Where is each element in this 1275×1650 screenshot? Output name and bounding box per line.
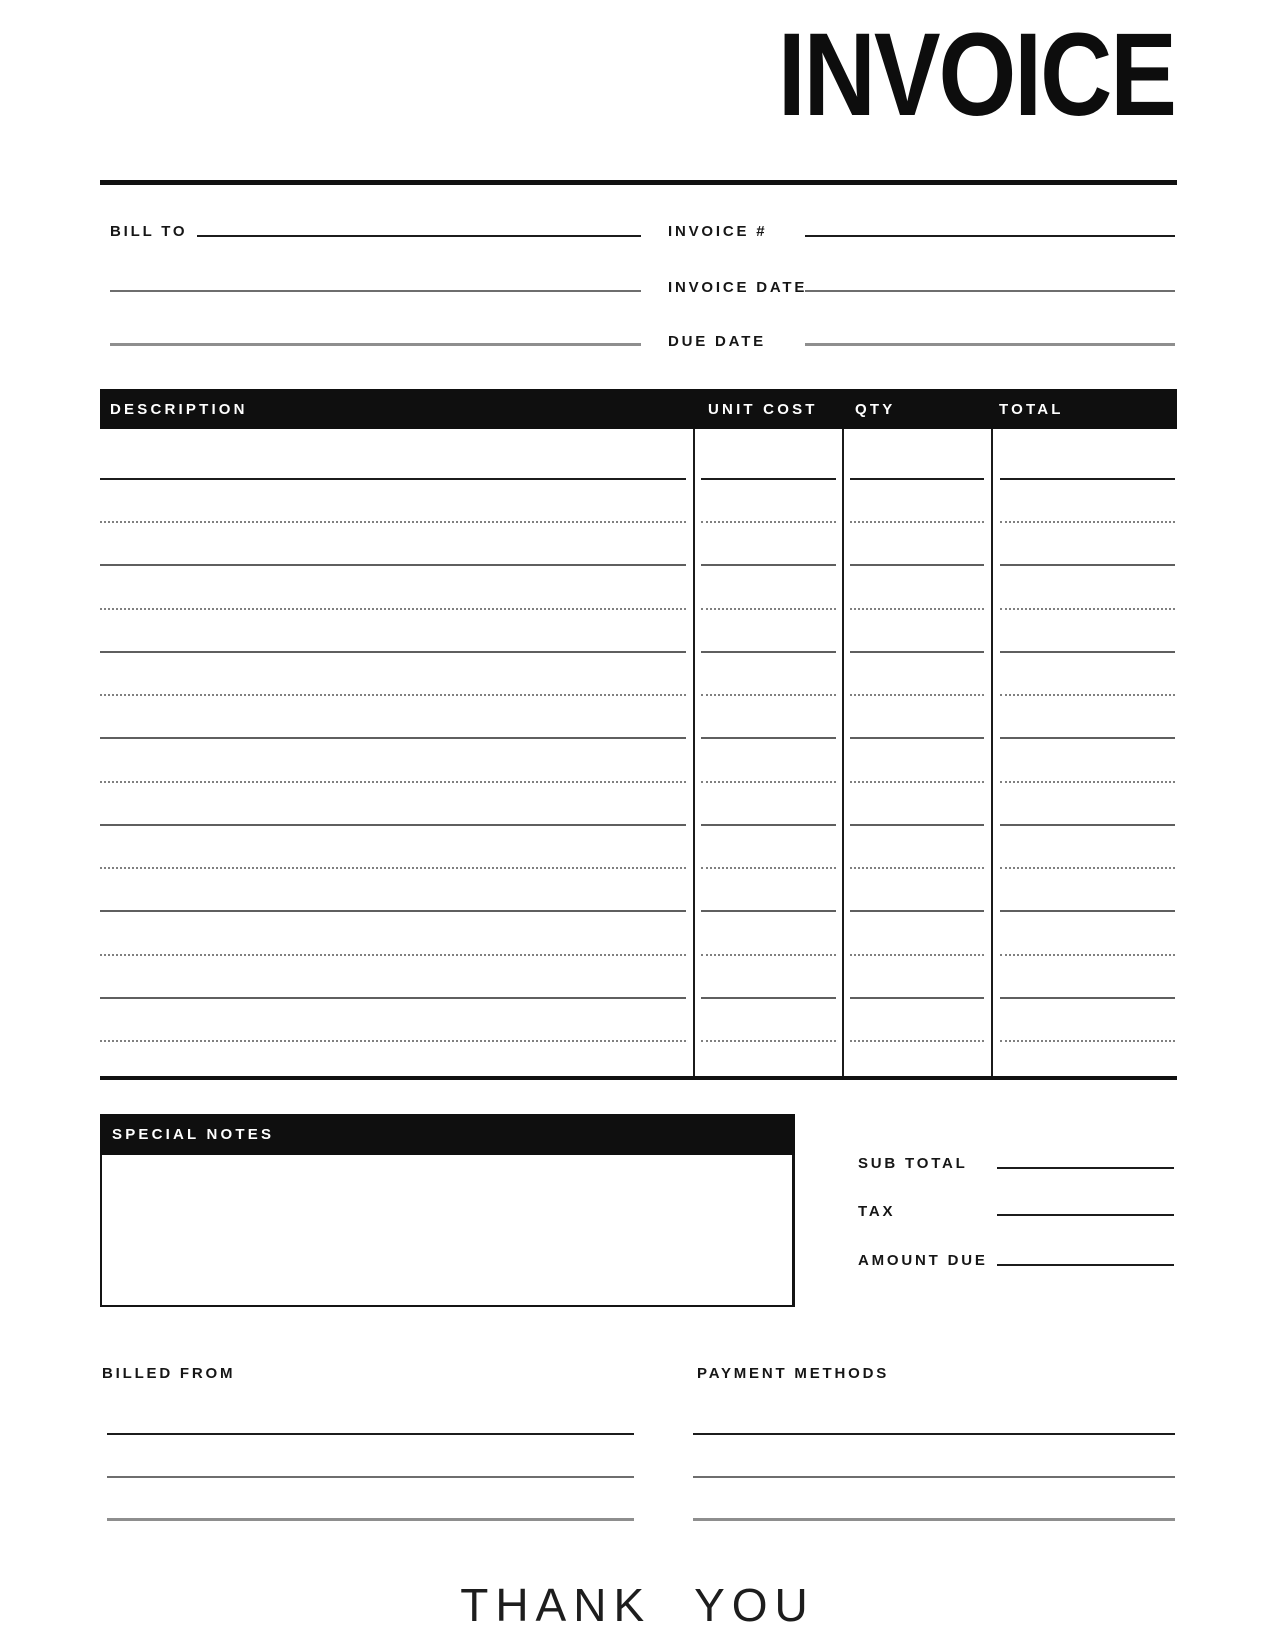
item-row-line-unit-cost[interactable] [701,478,836,480]
bill-to-field-line-2[interactable] [110,290,641,292]
amount-due-field[interactable] [997,1264,1174,1266]
billed-from-field-line-3[interactable] [107,1518,634,1521]
item-row-line-description[interactable] [100,954,686,956]
item-row-line-qty[interactable] [850,608,984,610]
column-header-total: TOTAL [999,400,1064,418]
item-row-line-unit-cost[interactable] [701,824,836,826]
item-row-line-total[interactable] [1000,781,1175,783]
item-row-line-unit-cost[interactable] [701,608,836,610]
item-row-line-description[interactable] [100,910,686,912]
invoice-number-label: INVOICE # [668,223,768,240]
item-row-line-qty[interactable] [850,737,984,739]
item-row-line-description[interactable] [100,478,686,480]
item-row-line-description[interactable] [100,867,686,869]
bill-to-field-line-1[interactable] [197,235,641,237]
item-row-line-description[interactable] [100,694,686,696]
item-row-line-description[interactable] [100,608,686,610]
table-divider-unitcost-qty [842,429,844,1076]
item-row-line-unit-cost[interactable] [701,651,836,653]
item-row-line-total[interactable] [1000,910,1175,912]
item-row-line-total[interactable] [1000,997,1175,999]
invoice-date-field[interactable] [805,290,1175,292]
item-row-line-description[interactable] [100,781,686,783]
payment-methods-field-line-3[interactable] [693,1518,1175,1521]
item-row-line-description[interactable] [100,737,686,739]
item-row-line-qty[interactable] [850,1040,984,1042]
item-row-line-total[interactable] [1000,564,1175,566]
item-row-line-qty[interactable] [850,954,984,956]
item-row-line-total[interactable] [1000,694,1175,696]
header-divider-rule [100,180,1177,185]
billed-from-field-line-2[interactable] [107,1476,634,1478]
item-row-line-unit-cost[interactable] [701,521,836,523]
item-row-line-total[interactable] [1000,651,1175,653]
item-row-line-qty[interactable] [850,997,984,999]
item-row-line-qty[interactable] [850,867,984,869]
item-row-line-qty[interactable] [850,651,984,653]
item-row-line-unit-cost[interactable] [701,737,836,739]
thank-you-text: THANK YOU [460,1579,815,1631]
amount-due-label: AMOUNT DUE [858,1252,988,1269]
item-row-line-qty[interactable] [850,694,984,696]
payment-methods-field-line-1[interactable] [693,1433,1175,1435]
special-notes-header [100,1114,795,1155]
invoice-number-field[interactable] [805,235,1175,237]
due-date-field[interactable] [805,343,1175,346]
item-row-line-total[interactable] [1000,608,1175,610]
column-header-description: DESCRIPTION [110,400,248,418]
due-date-label: DUE DATE [668,333,766,350]
item-row-line-unit-cost[interactable] [701,781,836,783]
special-notes-field[interactable] [100,1155,795,1307]
invoice-date-label: INVOICE DATE [668,279,808,296]
item-row-line-description[interactable] [100,521,686,523]
sub-total-field[interactable] [997,1167,1174,1169]
tax-label: TAX [858,1203,896,1220]
table-bottom-rule [100,1076,1177,1080]
item-row-line-total[interactable] [1000,1040,1175,1042]
item-row-line-unit-cost[interactable] [701,867,836,869]
table-divider-description-unitcost [693,429,695,1076]
item-row-line-unit-cost[interactable] [701,694,836,696]
item-row-line-description[interactable] [100,564,686,566]
item-row-line-unit-cost[interactable] [701,997,836,999]
item-row-line-total[interactable] [1000,737,1175,739]
special-notes-label: SPECIAL NOTES [112,1126,275,1143]
item-row-line-description[interactable] [100,824,686,826]
item-row-line-description[interactable] [100,1040,686,1042]
item-row-line-qty[interactable] [850,521,984,523]
item-row-line-description[interactable] [100,997,686,999]
payment-methods-label: PAYMENT METHODS [697,1365,890,1382]
item-row-line-qty[interactable] [850,781,984,783]
billed-from-label: BILLED FROM [102,1365,236,1382]
item-row-line-qty[interactable] [850,478,984,480]
item-row-line-unit-cost[interactable] [701,910,836,912]
billed-from-field-line-1[interactable] [107,1433,634,1435]
item-row-line-qty[interactable] [850,910,984,912]
items-table-header [100,389,1177,429]
column-header-qty: QTY [855,400,896,418]
sub-total-label: SUB TOTAL [858,1155,968,1172]
item-row-line-qty[interactable] [850,564,984,566]
bill-to-label: BILL TO [110,223,188,240]
item-row-line-total[interactable] [1000,867,1175,869]
table-divider-qty-total [991,429,993,1076]
bill-to-field-line-3[interactable] [110,343,641,346]
column-header-unit-cost: UNIT COST [708,400,818,418]
item-row-line-total[interactable] [1000,521,1175,523]
item-row-line-total[interactable] [1000,954,1175,956]
item-row-line-unit-cost[interactable] [701,564,836,566]
tax-field[interactable] [997,1214,1174,1216]
page-title: INVOICE [777,9,1175,142]
item-row-line-qty[interactable] [850,824,984,826]
payment-methods-field-line-2[interactable] [693,1476,1175,1478]
item-row-line-total[interactable] [1000,824,1175,826]
item-row-line-total[interactable] [1000,478,1175,480]
item-row-line-description[interactable] [100,651,686,653]
item-row-line-unit-cost[interactable] [701,1040,836,1042]
item-row-line-unit-cost[interactable] [701,954,836,956]
